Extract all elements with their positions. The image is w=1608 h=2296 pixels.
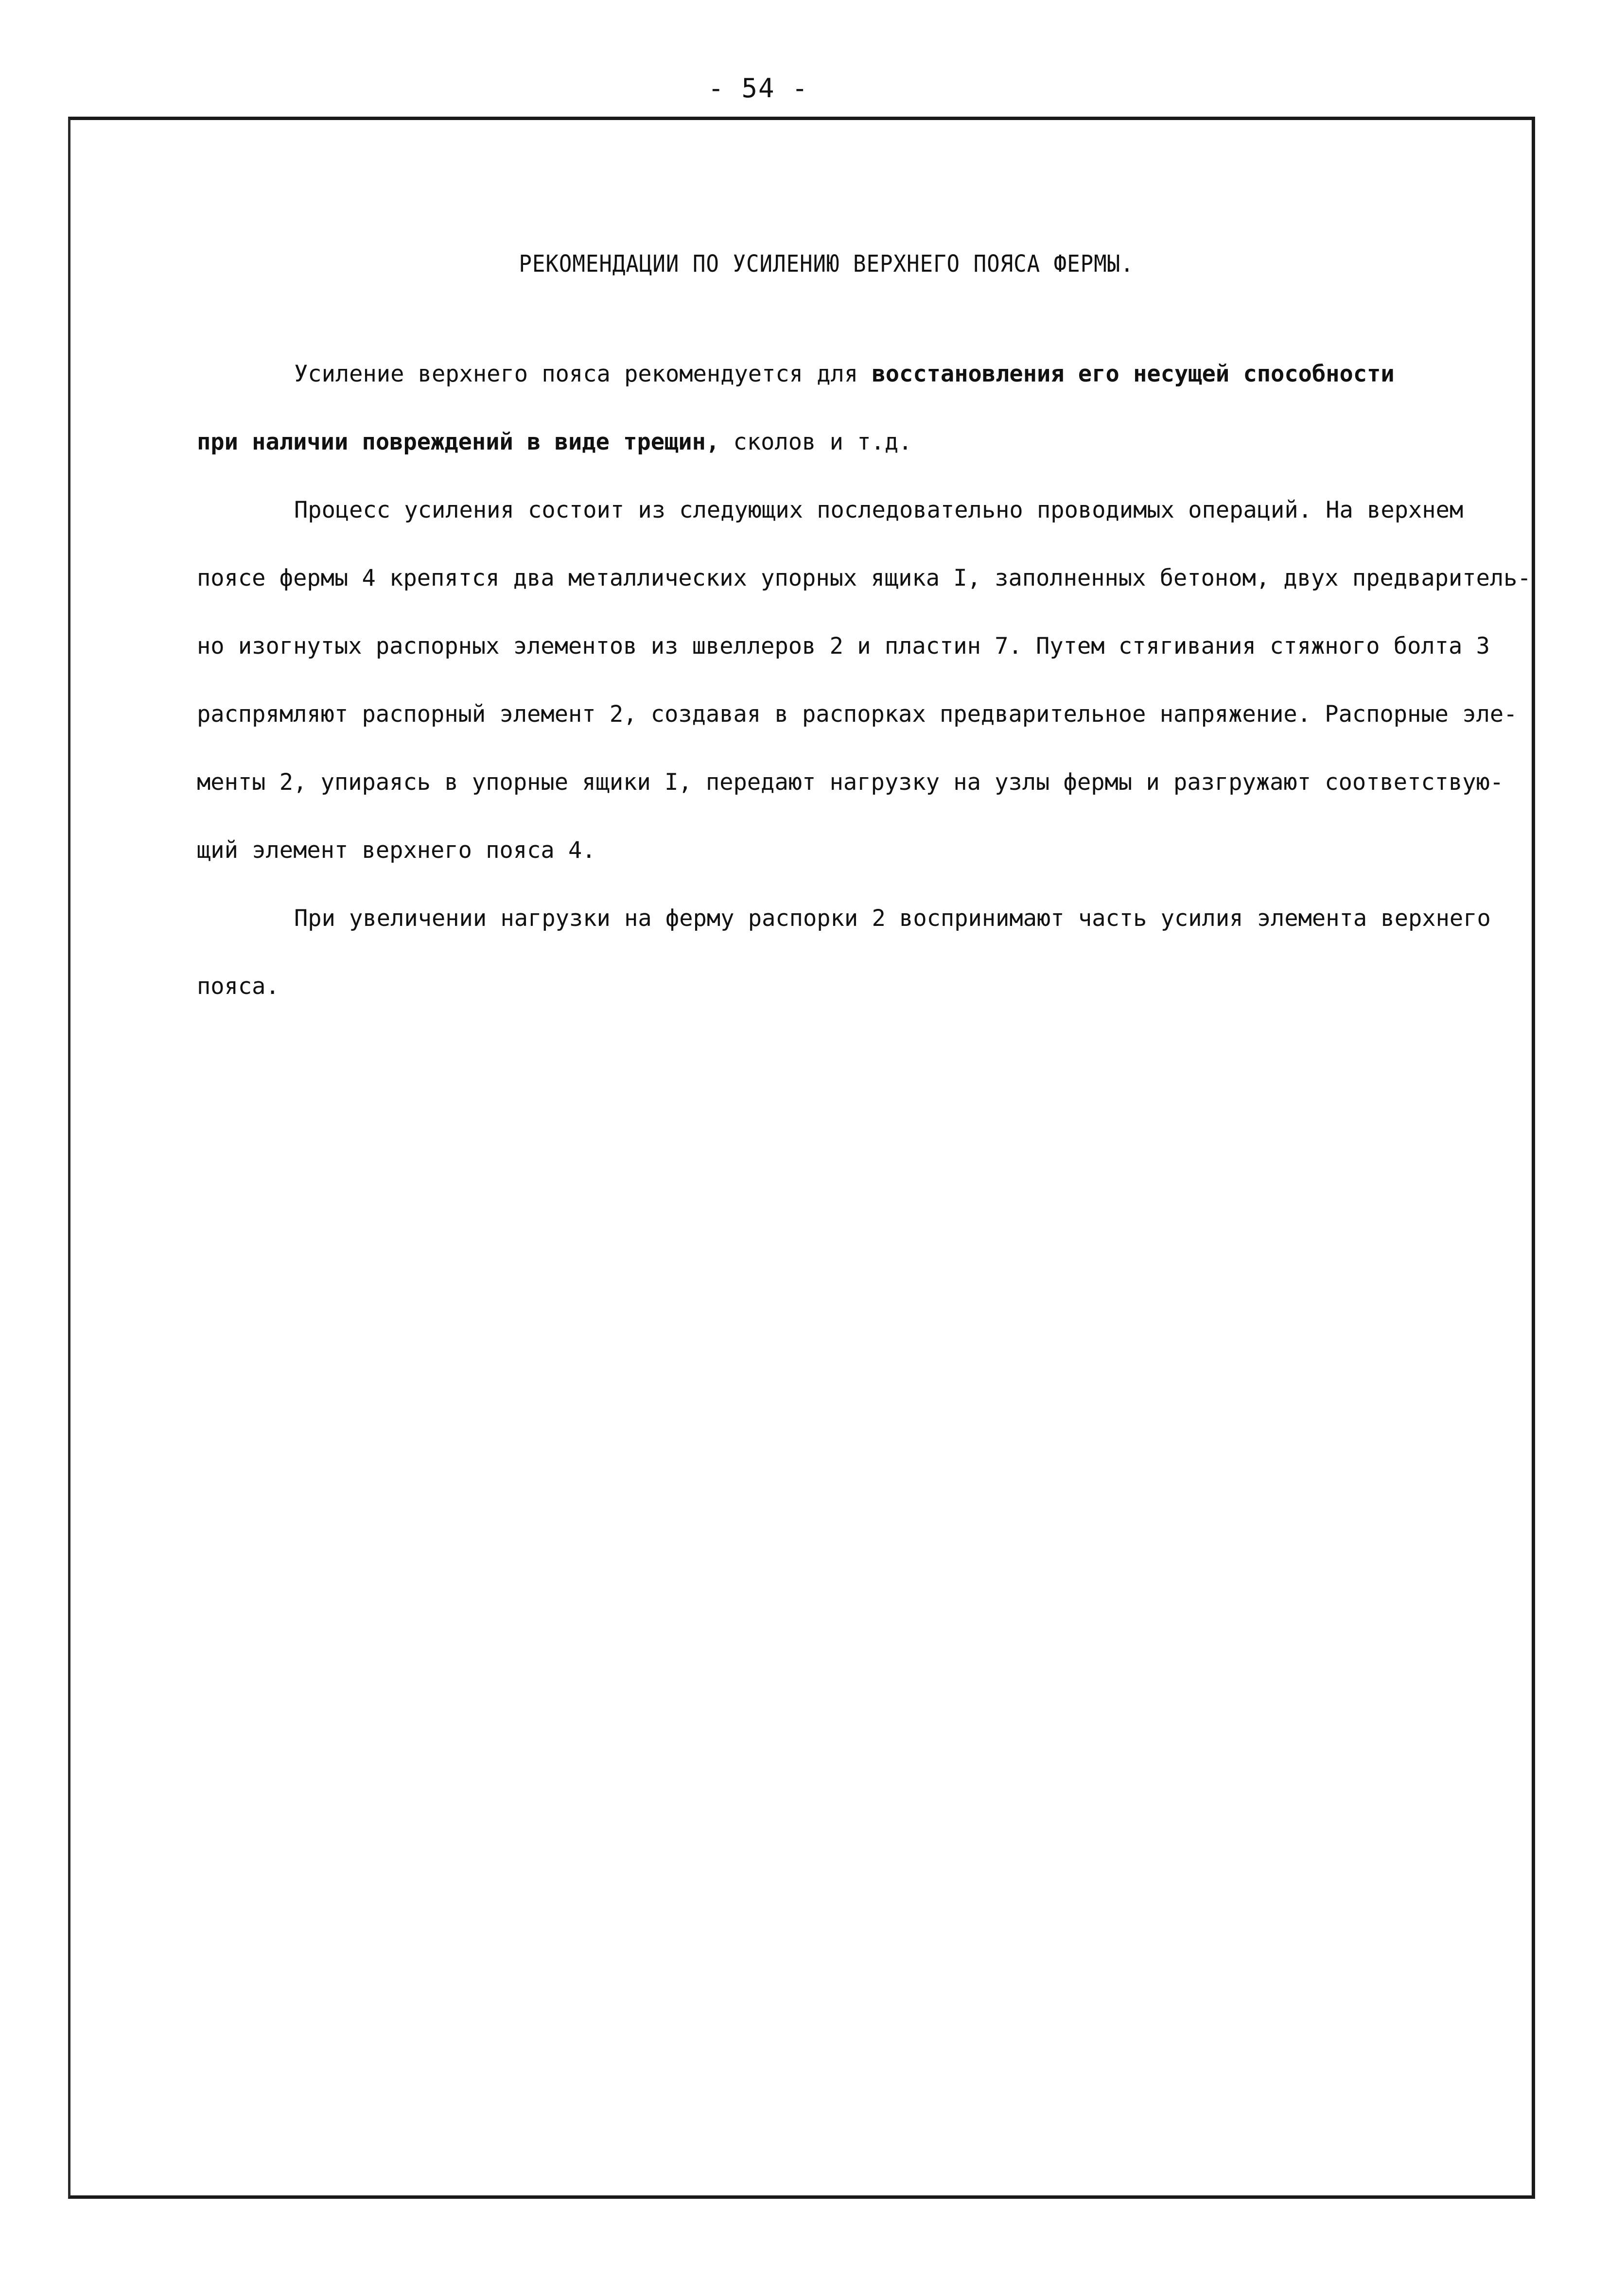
- paragraph-3: [197, 885, 1509, 1021]
- paragraph-1-line-1: [197, 340, 1509, 408]
- paragraph-1-line-2: [197, 408, 1509, 476]
- paragraph-1-line-1-bold: восстановления его несущей способности: [872, 361, 1395, 387]
- paragraph-2: [197, 476, 1531, 885]
- paragraph-2-line: но изогнутых распорных элементов из швеллеров 2 и пластин 7. Путем стягивания стяжного болта 3: [197, 633, 1490, 660]
- paragraph-3-line: пояса.: [197, 973, 280, 1000]
- paragraph-3-line: При увеличении нагрузки на ферму распорки 2 воспринимают часть усилия элемента верхнего: [294, 905, 1491, 932]
- document-title: РЕКОМЕНДАЦИИ ПО УСИЛЕНИЮ ВЕРХНЕГО ПОЯСА ФЕРМЫ.: [519, 250, 1134, 278]
- paragraph-1: [197, 340, 1509, 476]
- paragraph-1-line-2-regular: сколов и т.д.: [719, 429, 912, 455]
- paragraph-1-line-2-bold: при наличии повреждений в виде трещин,: [197, 429, 720, 455]
- paragraph-2-line: щий элемент верхнего пояса 4.: [197, 837, 596, 864]
- page-number: - 54 -: [708, 73, 809, 104]
- paragraph-1-line-1-regular: Усиление верхнего пояса рекомендуется для: [294, 361, 872, 387]
- paragraph-2-line: распрямляют распорный элемент 2, создавая в распорках предварительное напряжение. Распорные эле-: [197, 701, 1518, 728]
- paragraph-2-line: менты 2, упираясь в упорные ящики I, передают нагрузку на узлы фермы и разгружают соответствую-: [197, 769, 1504, 796]
- paragraph-2-line: Процесс усиления состоит из следующих последовательно проводимых операций. На верхнем: [294, 497, 1464, 523]
- paragraph-2-line: поясе фермы 4 крепятся два металлических упорных ящика I, заполненных бетоном, двух предваритель-: [197, 565, 1531, 591]
